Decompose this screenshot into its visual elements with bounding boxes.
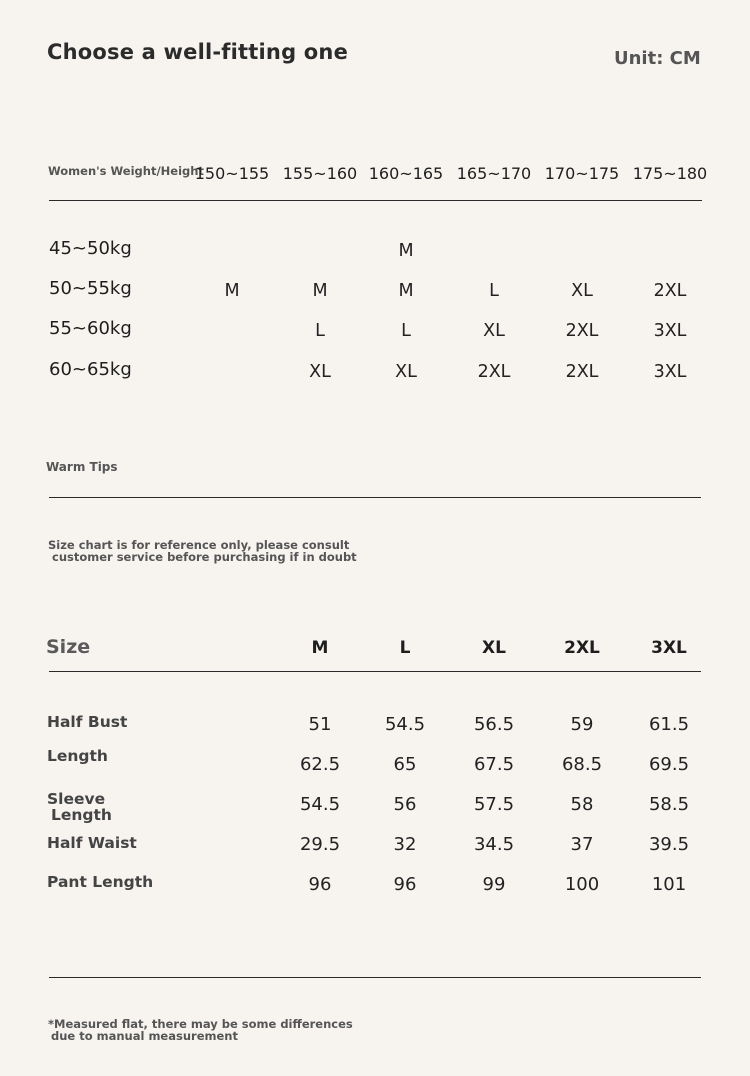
fit-cell: L — [315, 321, 325, 341]
fit-cell: L — [489, 281, 499, 301]
measure-value: 57.5 — [473, 794, 515, 815]
measure-value: 96 — [308, 874, 332, 895]
warm-tips-label: Warm Tips — [46, 460, 118, 474]
measure-label-half-bust: Half Bust — [47, 713, 128, 731]
measure-value: 56 — [393, 794, 417, 815]
measure-value: 37 — [570, 834, 594, 855]
fit-cell: M — [224, 281, 240, 301]
unit-label: Unit: CM — [614, 48, 701, 69]
fit-cell: 3XL — [653, 362, 687, 382]
measure-label-pant-length: Pant Length — [47, 873, 154, 891]
fit-cell: XL — [483, 321, 505, 341]
measure-value: 69.5 — [648, 754, 690, 775]
weight-row-label: 55~60kg — [49, 318, 132, 339]
measure-label-half-waist: Half Waist — [47, 834, 137, 852]
measure-value: 61.5 — [648, 714, 690, 735]
fit-cell: L — [401, 321, 411, 341]
measure-label-sleeve: Sleeve — [47, 790, 106, 808]
footer-divider — [49, 977, 701, 978]
footnote-line2: due to manual measurement — [51, 1029, 238, 1043]
measure-value: 100 — [564, 874, 600, 895]
measure-value: 56.5 — [473, 714, 515, 735]
measure-value: 51 — [308, 714, 332, 735]
measure-value: 54.5 — [299, 794, 341, 815]
weight-row-label: 50~55kg — [49, 278, 132, 299]
footnote-line1: *Measured flat, there may be some differences — [48, 1017, 353, 1031]
size-col-m: M — [311, 638, 329, 658]
tips-divider — [49, 497, 701, 498]
measure-value: 54.5 — [384, 714, 426, 735]
height-col-1: 150~155 — [194, 164, 270, 183]
fit-cell: 2XL — [565, 321, 599, 341]
measure-value: 34.5 — [473, 834, 515, 855]
height-col-4: 165~170 — [456, 164, 532, 183]
fit-cell: 2XL — [653, 281, 687, 301]
measure-value: 62.5 — [299, 754, 341, 775]
fit-cell: M — [398, 281, 414, 301]
weight-row-label: 60~65kg — [49, 359, 132, 380]
measure-value: 65 — [393, 754, 417, 775]
page-title: Choose a well-fitting one — [47, 40, 349, 64]
measure-label-sleeve-length: Length — [51, 806, 112, 824]
fit-cell: XL — [395, 362, 417, 382]
measure-value: 58.5 — [648, 794, 690, 815]
height-col-2: 155~160 — [282, 164, 358, 183]
tips-note-line2: customer service before purchasing if in doubt — [52, 550, 357, 564]
size-col-2xl: 2XL — [564, 638, 600, 658]
fit-cell: M — [312, 281, 328, 301]
fit-cell: 2XL — [477, 362, 511, 382]
measure-value: 58 — [570, 794, 594, 815]
fit-cell: M — [398, 241, 414, 261]
fit-table-divider — [49, 200, 702, 201]
measure-value: 101 — [651, 874, 687, 895]
size-header-label: Size — [46, 636, 91, 658]
measure-value: 96 — [393, 874, 417, 895]
measure-value: 68.5 — [561, 754, 603, 775]
measure-value: 39.5 — [648, 834, 690, 855]
height-col-3: 160~165 — [368, 164, 444, 183]
weight-height-label: Women's Weight/Height — [48, 164, 204, 178]
size-col-xl: XL — [482, 638, 506, 658]
height-col-6: 175~180 — [632, 164, 708, 183]
weight-row-label: 45~50kg — [49, 238, 132, 259]
fit-cell: 2XL — [565, 362, 599, 382]
measure-value: 32 — [393, 834, 417, 855]
size-col-l: L — [399, 638, 411, 658]
fit-cell: XL — [571, 281, 593, 301]
measure-value: 67.5 — [473, 754, 515, 775]
size-table-divider — [49, 671, 701, 672]
measure-value: 29.5 — [299, 834, 341, 855]
size-col-3xl: 3XL — [651, 638, 687, 658]
measure-value: 99 — [482, 874, 506, 895]
fit-cell: 3XL — [653, 321, 687, 341]
fit-cell: XL — [309, 362, 331, 382]
height-col-5: 170~175 — [544, 164, 620, 183]
tips-note-line1: Size chart is for reference only, please consult — [48, 538, 350, 552]
measure-label-length: Length — [47, 747, 108, 765]
measure-value: 59 — [570, 714, 594, 735]
